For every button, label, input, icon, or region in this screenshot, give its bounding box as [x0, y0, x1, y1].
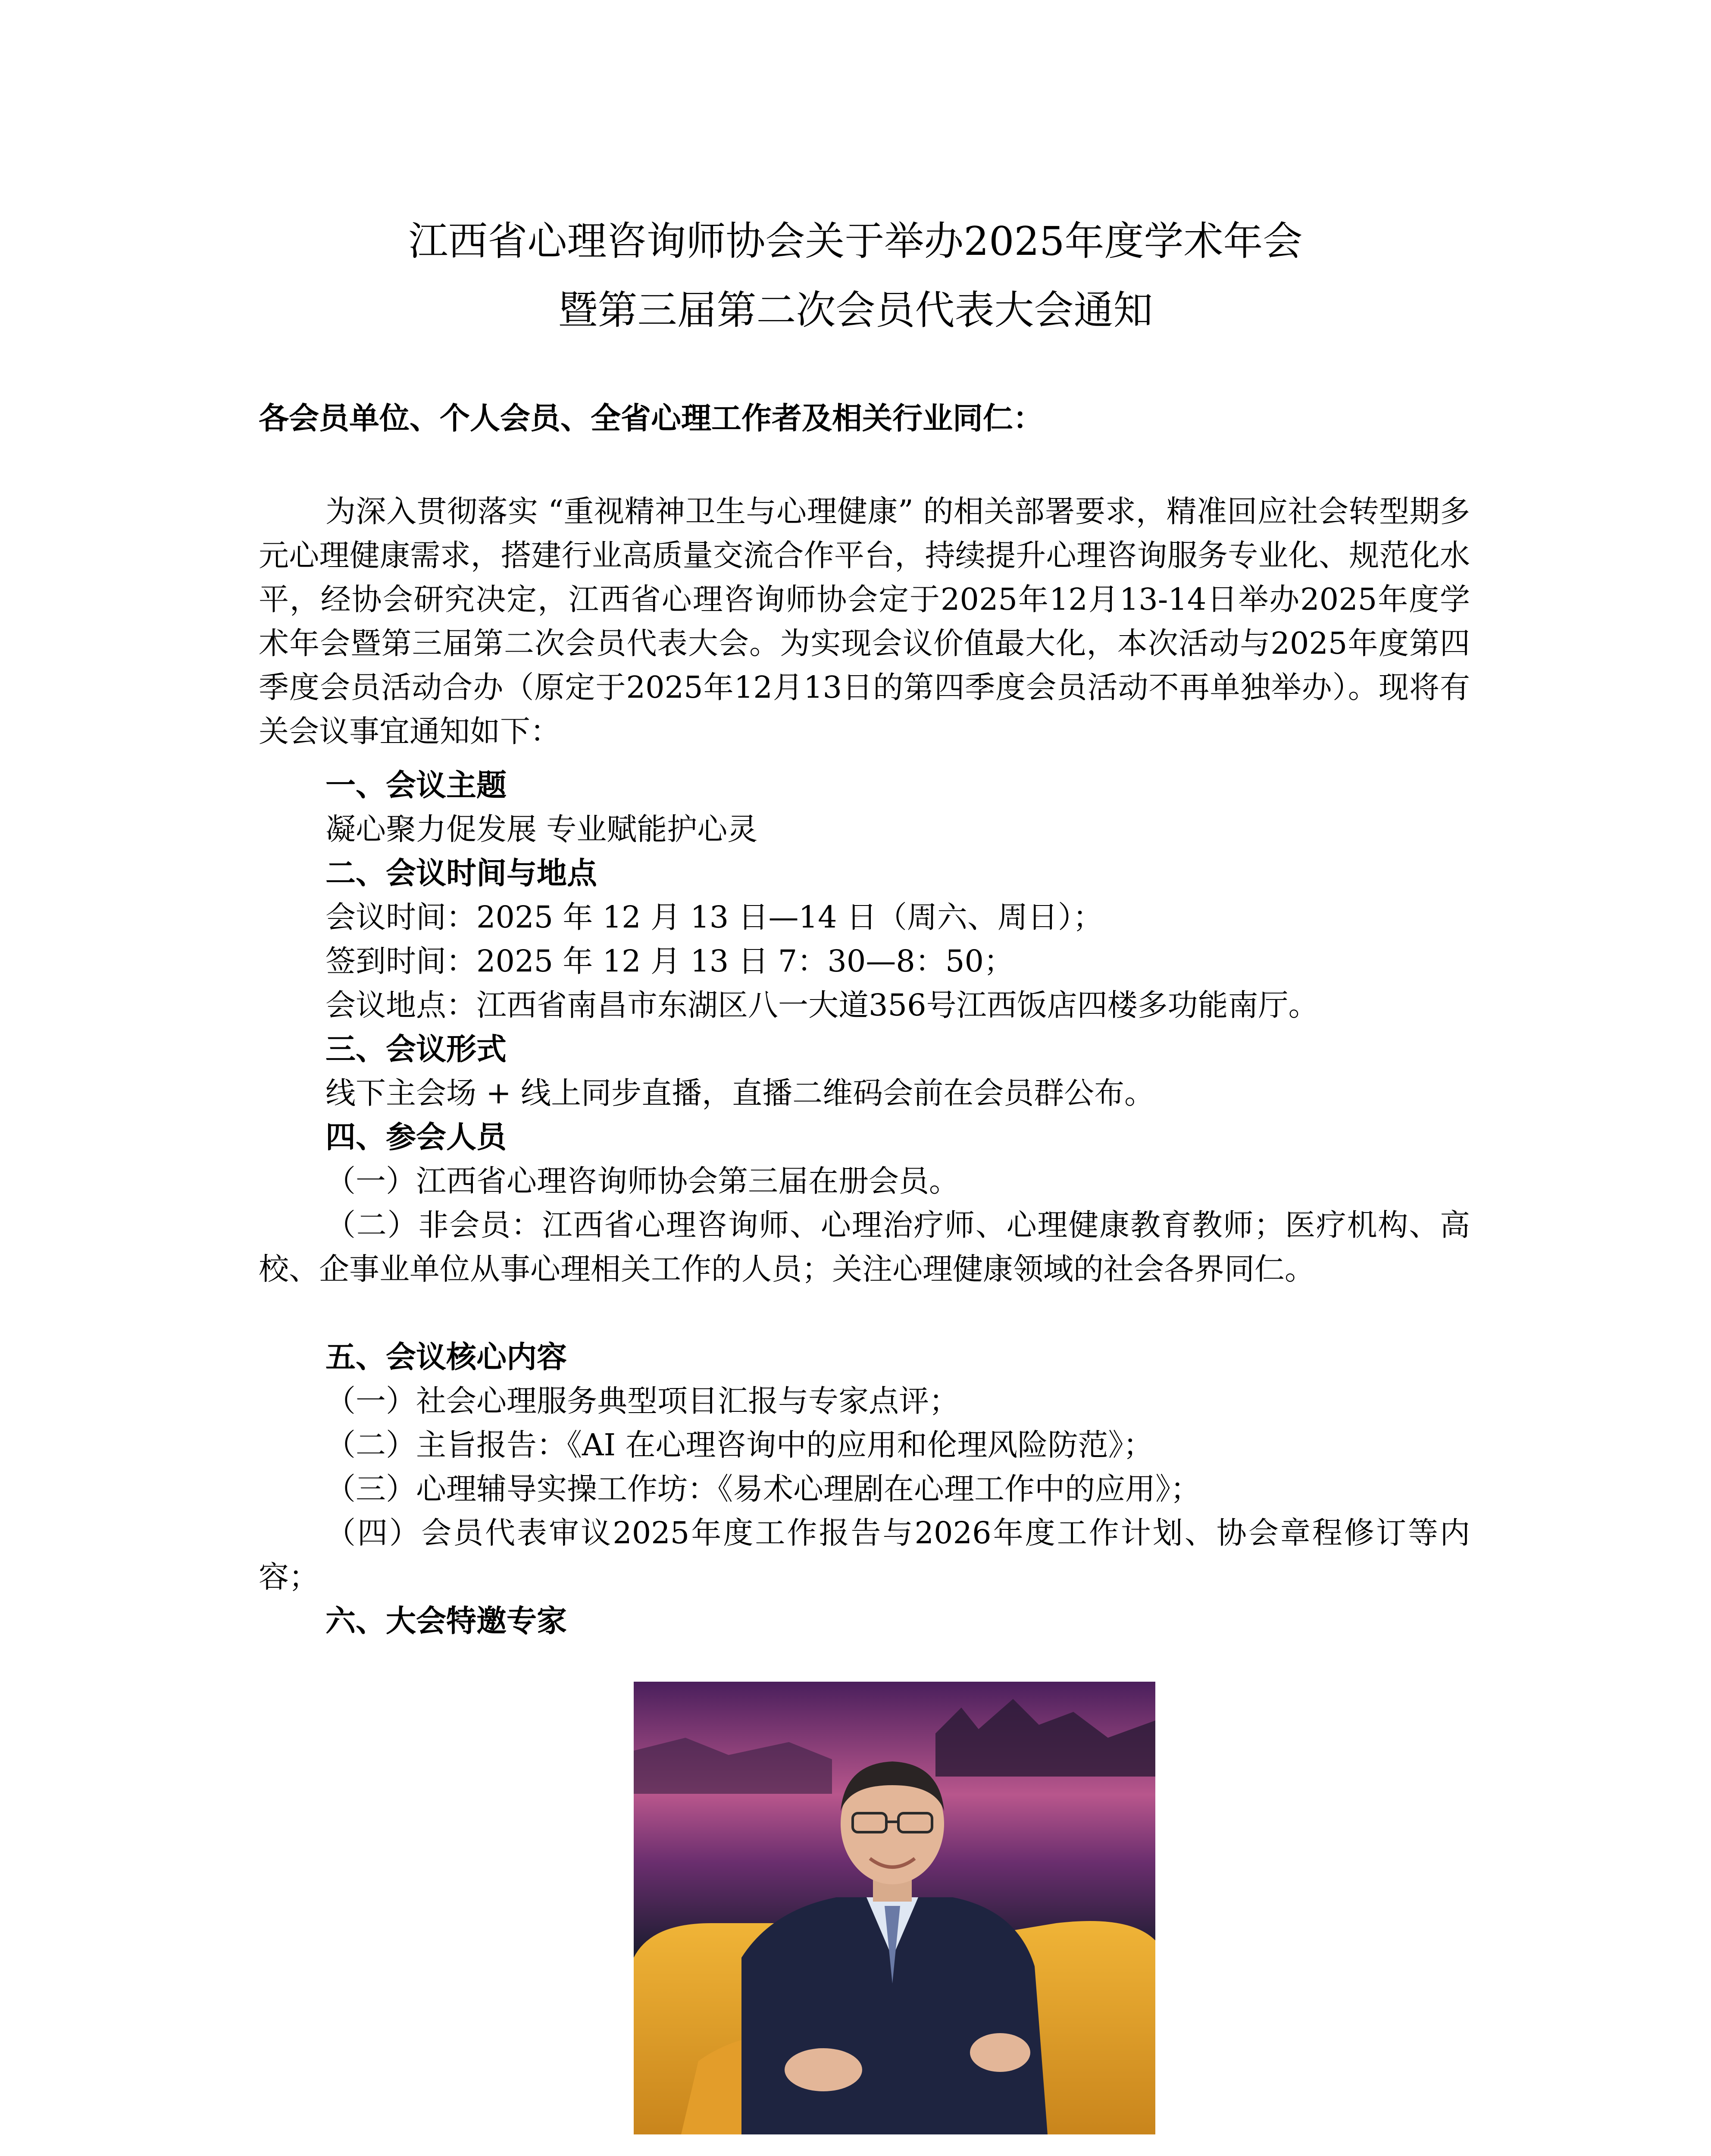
meeting-time: 会议时间：2025 年 12 月 13 日—14 日（周六、周日）； — [325, 899, 1103, 935]
section-3-heading: 三、会议形式 — [325, 1031, 507, 1067]
section-5-item-1: （一）社会心理服务典型项目汇报与专家点评； — [325, 1383, 959, 1419]
signin-time: 签到时间：2025 年 12 月 13 日 7：30—8：50； — [325, 943, 1014, 979]
section-5-item-2: （二）主旨报告：《AI 在心理咨询中的应用和伦理风险防范》； — [325, 1427, 1154, 1463]
section-4-item-2: （二）非会员：江西省心理咨询师、心理治疗师、心理健康教育教师；医疗机构、高校、企事业单位从事心理相关工作的人员；关注心理健康领域的社会各界同仁。 — [259, 1207, 1470, 1287]
intro-paragraph: 为深入贯彻落实 “重视精神卫生与心理健康” 的相关部署要求，精准回应社会转型期多元心理健康需求，搭建行业高质量交流合作平台，持续提升心理咨询服务专业化、规范化水平，经协会研究决定，江西省心理咨询师协会定于2025年12月13-14日举办2025年度学术年会暨第三届第二次会员代表大会。为实现会议价值最大化，本次活动与2025年度第四季度会员活动合办（原定于2025年12月13日的第四季度会员活动不再单独举办）。现将有关会议事宜通知如下： — [259, 494, 1470, 749]
section-3-text: 线下主会场 + 线上同步直播，直播二维码会前在会员群公布。 — [325, 1075, 1155, 1111]
section-4-heading: 四、参会人员 — [325, 1119, 507, 1155]
section-2-heading: 二、会议时间与地点 — [325, 856, 597, 891]
expert-portrait-icon — [634, 1682, 1155, 2134]
section-6-heading: 六、大会特邀专家 — [325, 1603, 567, 1639]
document-title-line-1: 江西省心理咨询师协会关于举办2025年度学术年会 — [408, 218, 1303, 264]
section-5-item-3: （三）心理辅导实操工作坊：《易术心理剧在心理工作中的应用》； — [325, 1471, 1201, 1507]
section-4-item-1: （一）江西省心理咨询师协会第三届在册会员。 — [325, 1163, 959, 1199]
section-1-heading: 一、会议主题 — [325, 768, 507, 803]
section-1-text: 凝心聚力促发展 专业赋能护心灵 — [325, 812, 758, 847]
meeting-place: 会议地点：江西省南昌市东湖区八一大道356号江西饭店四楼多功能南厅。 — [325, 987, 1319, 1023]
salutation: 各会员单位、个人会员、全省心理工作者及相关行业同仁： — [259, 401, 1043, 436]
document-title-line-2: 暨第三届第二次会员代表大会通知 — [558, 287, 1153, 333]
section-5-item-4: （四）会员代表审议2025年度工作报告与2026年度工作计划、协会章程修订等内容； — [259, 1515, 1470, 1595]
section-5-heading: 五、会议核心内容 — [325, 1339, 567, 1375]
expert-portrait-photo — [634, 1682, 1155, 2134]
